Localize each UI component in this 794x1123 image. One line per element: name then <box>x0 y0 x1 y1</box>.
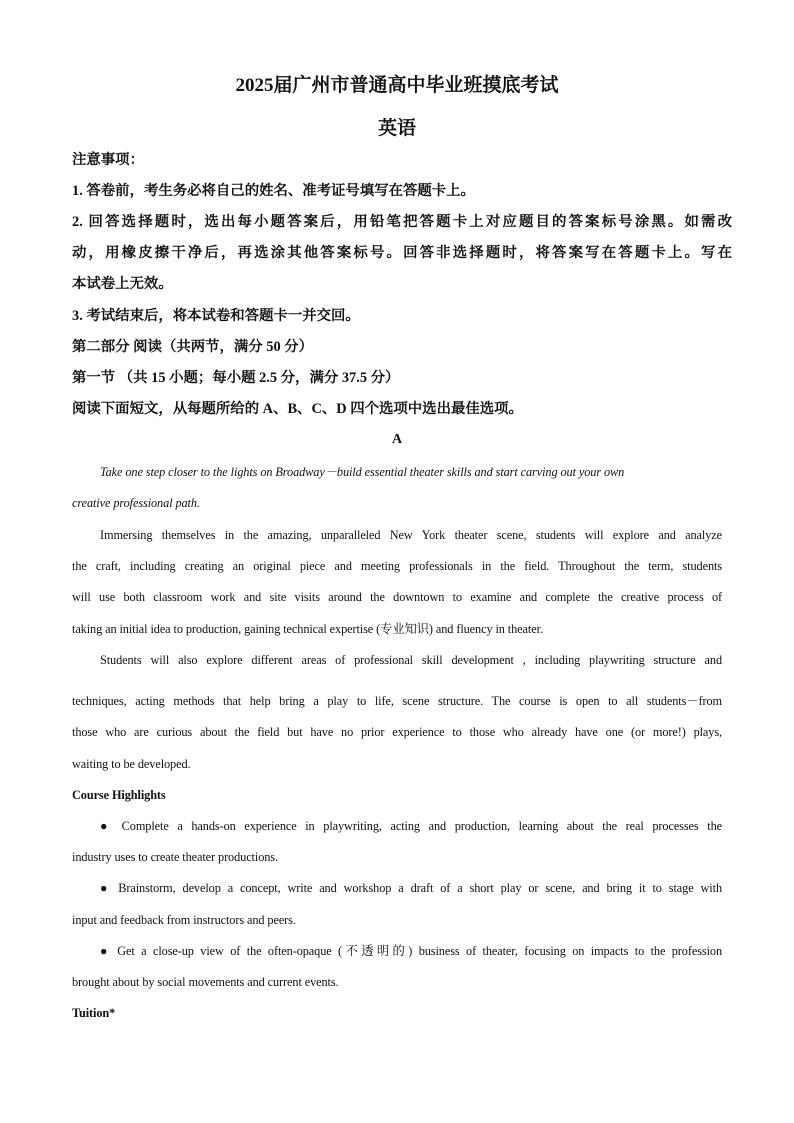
highlight-3-line-1: ● Get a close-up view of the often-opaque (不透明的) business of theater, focusing on impacts to the profession <box>100 944 722 958</box>
paragraph-2-line-4: waiting to be developed. <box>72 757 191 771</box>
highlight-1-line-2: industry uses to create theater productions. <box>72 850 278 864</box>
exam-title: 2025届广州市普通高中毕业班摸底考试 <box>235 75 559 96</box>
highlights-heading: Course Highlights <box>72 788 166 802</box>
note-item-2-line-2: 动，用橡皮擦干净后，再选涂其他答案标号。回答非选择题时，将答案写在答题卡上。写在 <box>72 245 732 261</box>
note-item-2-line-3: 本试卷上无效。 <box>72 276 173 292</box>
intro-line-1: Take one step closer to the lights on Broadway－build essential theater skills and start carving out your own <box>100 465 625 479</box>
note-item-1: 1. 答卷前，考生务必将自己的姓名、准考证号填写在答题卡上。 <box>72 183 475 199</box>
highlight-1-line-1: ● Complete a hands-on experience in playwriting, acting and production, learning about the real processes the <box>100 819 722 833</box>
paragraph-1-line-3: will use both classroom work and site visits around the downtown to examine and complete the creative process of <box>72 590 722 604</box>
highlight-2-line-2: input and feedback from instructors and peers. <box>72 913 296 927</box>
paragraph-2-line-2: techniques, acting methods that help bring a play to life, scene structure. The course is open to all students－from <box>72 694 722 708</box>
highlight-2-line-1: ● Brainstorm, develop a concept, write and workshop a draft of a short play or scene, and bring it to stage with <box>100 881 722 895</box>
paragraph-2-line-3: those who are curious about the field but have no prior experience to those who already have one (or more!) plays, <box>72 725 722 739</box>
reading-instruction: 阅读下面短文，从每题所给的 A、B、C、D 四个选项中选出最佳选项。 <box>72 401 523 417</box>
subject-title: 英语 <box>377 118 416 139</box>
passage-label: A <box>391 432 403 447</box>
paragraph-2-line-1: Students will also explore different areas of professional skill development , including playwriting structure and <box>100 653 722 667</box>
notes-heading: 注意事项： <box>72 152 144 168</box>
tuition-heading: Tuition* <box>72 1006 116 1020</box>
intro-line-2: creative professional path. <box>72 496 200 510</box>
part-heading: 第二部分 阅读（共两节，满分 50 分） <box>72 339 314 355</box>
paragraph-1-line-2: the craft, including creating an original piece and meeting professionals in the field. Throughout the term, students <box>72 559 722 573</box>
note-item-2-line-1: 2. 回答选择题时，选出每小题答案后，用铅笔把答题卡上对应题目的答案标号涂黑。如需改 <box>72 214 732 230</box>
paragraph-1-line-4: taking an initial idea to production, gaining technical expertise (专业知识) and fluency in theater. <box>72 622 543 636</box>
highlight-3-line-2: brought about by social movements and current events. <box>72 975 339 989</box>
note-item-3: 3. 考试结束后，将本试卷和答题卡一并交回。 <box>72 308 360 324</box>
subpart-heading: 第一节 （共 15 小题；每小题 2.5 分，满分 37.5 分） <box>72 370 400 386</box>
paragraph-1-line-1: Immersing themselves in the amazing, unparalleled New York theater scene, students will explore and analyze <box>100 528 722 542</box>
